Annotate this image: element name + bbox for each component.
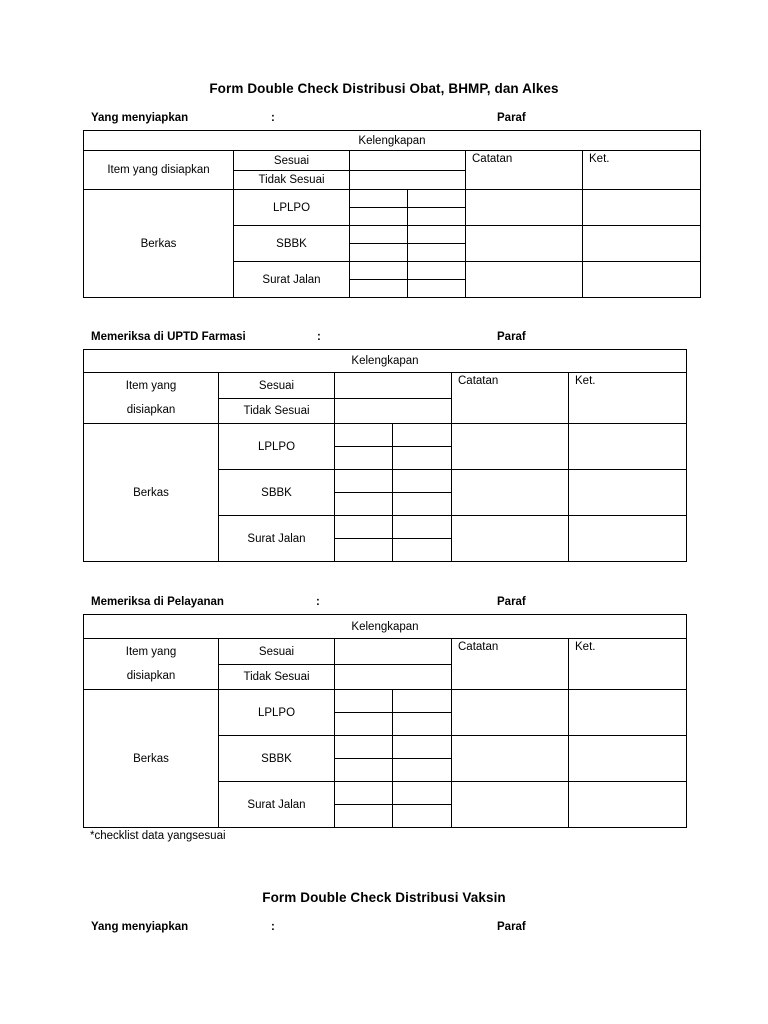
checklist-note: *checklist data yangsesuai (90, 830, 226, 842)
check-cell (393, 736, 452, 759)
colon: : (317, 331, 321, 343)
sesuai-cell (350, 151, 466, 171)
ket-cell (583, 226, 701, 262)
checklist-table-uptd (83, 349, 687, 562)
check-cell (335, 736, 393, 759)
catatan-cell (452, 516, 569, 562)
check-cell (408, 226, 466, 244)
check-cell (393, 539, 452, 562)
check-cell (408, 244, 466, 262)
section-header-pelayanan (91, 596, 711, 612)
check-cell (393, 782, 452, 805)
paraf-label: Paraf (497, 596, 526, 608)
catatan-cell (452, 782, 569, 828)
check-cell (408, 208, 466, 226)
doc-surat-jalan: Surat Jalan (219, 516, 335, 562)
check-cell (393, 470, 452, 493)
catatan-cell (452, 690, 569, 736)
section-label: Memeriksa di UPTD Farmasi (91, 331, 246, 343)
catatan-cell (452, 736, 569, 782)
ket-cell (569, 690, 687, 736)
check-cell (335, 470, 393, 493)
check-cell (350, 262, 408, 280)
sesuai-cell (335, 373, 452, 399)
ket-cell (569, 424, 687, 470)
catatan-header: Catatan (466, 151, 583, 190)
ket-cell (569, 470, 687, 516)
check-cell (350, 226, 408, 244)
item-label-line: disiapkan (126, 404, 176, 416)
ket-header: Ket. (569, 373, 687, 424)
check-cell (408, 262, 466, 280)
check-cell (393, 805, 452, 828)
check-cell (393, 493, 452, 516)
ket-cell (583, 190, 701, 226)
check-cell (393, 516, 452, 539)
tidak-sesuai-cell (335, 665, 452, 690)
section-header-vaksin-preparer (91, 921, 711, 937)
doc-lplpo: LPLPO (234, 190, 350, 226)
sesuai-label: Sesuai (234, 151, 350, 171)
ket-header: Ket. (569, 639, 687, 690)
section-header-uptd (91, 331, 711, 347)
paraf-label: Paraf (497, 112, 526, 124)
catatan-cell (452, 424, 569, 470)
paraf-label: Paraf (497, 921, 526, 933)
doc-surat-jalan: Surat Jalan (219, 782, 335, 828)
check-cell (350, 190, 408, 208)
check-cell (350, 244, 408, 262)
doc-lplpo: LPLPO (219, 690, 335, 736)
check-cell (335, 690, 393, 713)
item-label (84, 639, 219, 690)
tidak-sesuai-cell (335, 399, 452, 424)
ket-cell (569, 736, 687, 782)
section-label: Yang menyiapkan (91, 112, 189, 124)
doc-sbbk: SBBK (219, 470, 335, 516)
colon: : (316, 596, 320, 608)
doc-sbbk: SBBK (219, 736, 335, 782)
check-cell (335, 782, 393, 805)
sesuai-cell (335, 639, 452, 665)
doc-sbbk: SBBK (234, 226, 350, 262)
item-label (84, 373, 219, 424)
ket-cell (569, 782, 687, 828)
kelengkapan-header: Kelengkapan (84, 615, 687, 639)
tidak-sesuai-label: Tidak Sesuai (219, 665, 335, 690)
tidak-sesuai-cell (350, 171, 466, 190)
kelengkapan-header: Kelengkapan (84, 131, 701, 151)
kelengkapan-header: Kelengkapan (84, 350, 687, 373)
ket-cell (569, 516, 687, 562)
berkas-label: Berkas (84, 424, 219, 562)
check-cell (393, 759, 452, 782)
berkas-label: Berkas (84, 690, 219, 828)
catatan-cell (466, 262, 583, 298)
ket-cell (583, 262, 701, 298)
checklist-table-preparer (83, 130, 701, 298)
catatan-cell (466, 226, 583, 262)
check-cell (335, 493, 393, 516)
catatan-header: Catatan (452, 639, 569, 690)
form-title-vaksin: Form Double Check Distribusi Vaksin (262, 890, 506, 905)
catatan-cell (452, 470, 569, 516)
tidak-sesuai-label: Tidak Sesuai (219, 399, 335, 424)
check-cell (408, 280, 466, 298)
check-cell (335, 539, 393, 562)
checklist-table-pelayanan (83, 614, 687, 828)
sesuai-label: Sesuai (219, 639, 335, 665)
check-cell (335, 447, 393, 470)
item-label-line: Item yang (125, 646, 177, 658)
colon: : (271, 112, 275, 124)
check-cell (335, 424, 393, 447)
item-label: Item yang disiapkan (84, 151, 234, 190)
check-cell (335, 516, 393, 539)
check-cell (393, 424, 452, 447)
item-label-line: disiapkan (126, 670, 176, 682)
check-cell (335, 713, 393, 736)
item-label-line: Item yang (125, 380, 177, 392)
berkas-label: Berkas (84, 190, 234, 298)
sesuai-label: Sesuai (219, 373, 335, 399)
paraf-label: Paraf (497, 331, 526, 343)
check-cell (350, 208, 408, 226)
catatan-cell (466, 190, 583, 226)
section-header-preparer (91, 112, 711, 128)
check-cell (350, 280, 408, 298)
doc-surat-jalan: Surat Jalan (234, 262, 350, 298)
colon: : (271, 921, 275, 933)
doc-lplpo: LPLPO (219, 424, 335, 470)
check-cell (393, 447, 452, 470)
catatan-header: Catatan (452, 373, 569, 424)
check-cell (335, 805, 393, 828)
check-cell (393, 690, 452, 713)
check-cell (335, 759, 393, 782)
form-title: Form Double Check Distribusi Obat, BHMP, dan Alkes (209, 81, 559, 96)
tidak-sesuai-label: Tidak Sesuai (234, 171, 350, 190)
section-label: Yang menyiapkan (91, 921, 189, 933)
section-label: Memeriksa di Pelayanan (91, 596, 224, 608)
check-cell (408, 190, 466, 208)
check-cell (393, 713, 452, 736)
ket-header: Ket. (583, 151, 701, 190)
